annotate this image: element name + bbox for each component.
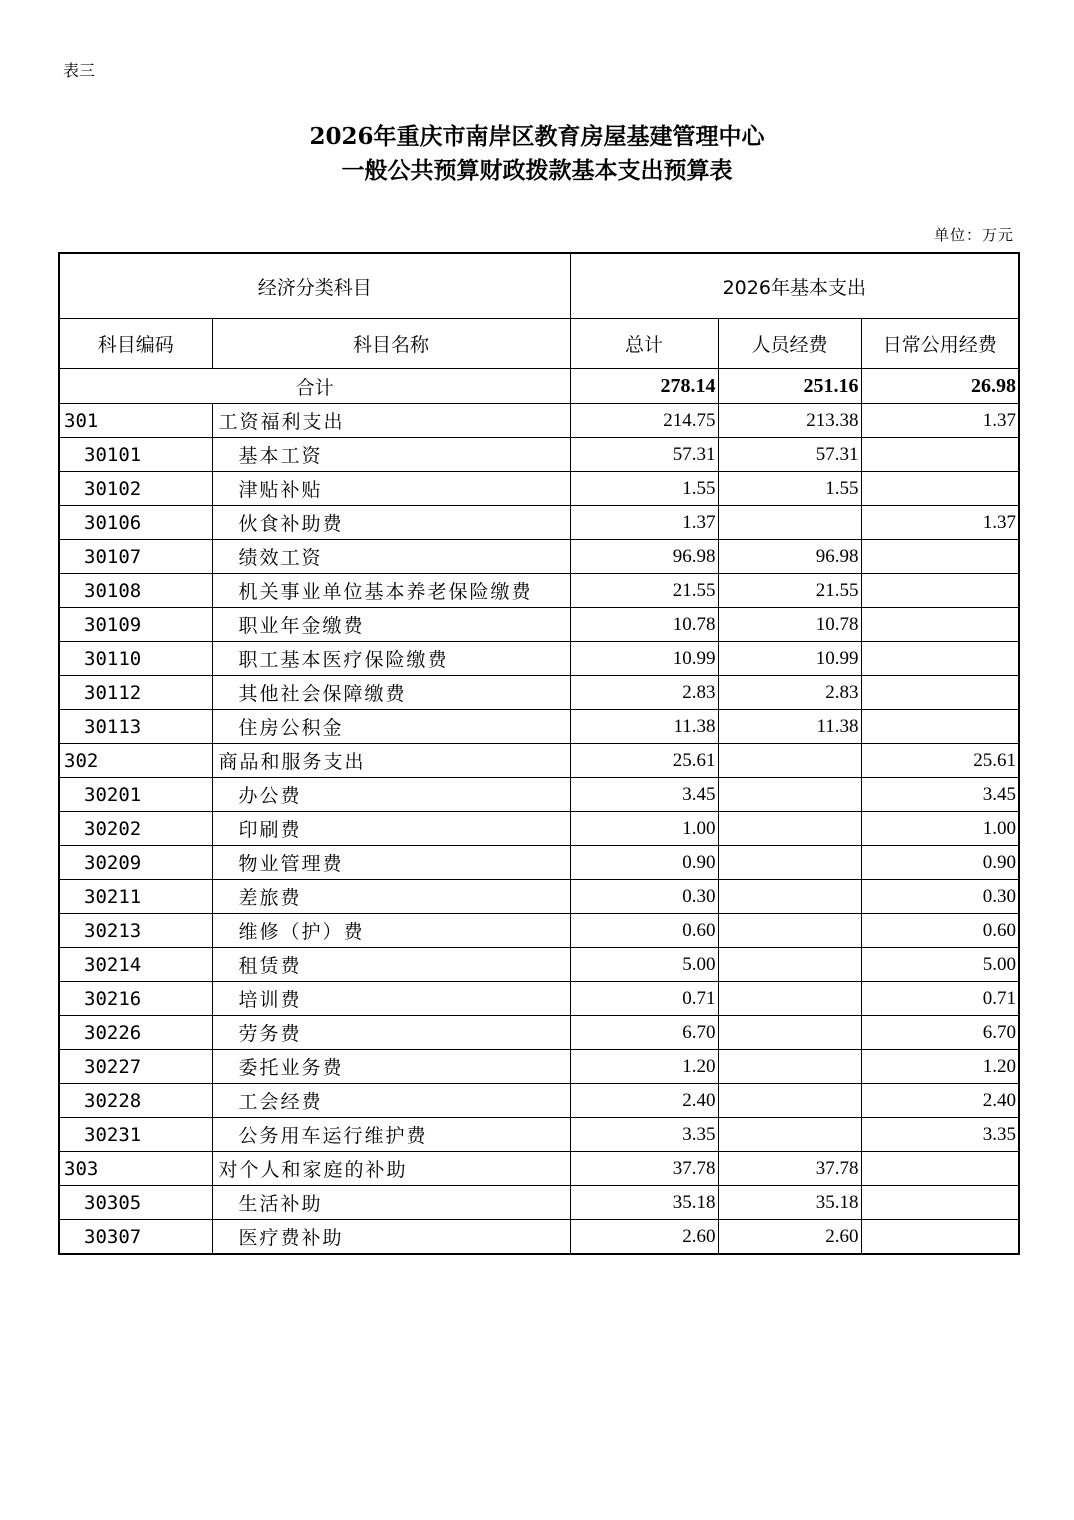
row-public: [861, 574, 1019, 608]
table-row: [59, 812, 1019, 846]
row-personnel: [718, 948, 861, 982]
row-name: 伙食补助费: [212, 506, 570, 540]
row-name: 物业管理费: [212, 846, 570, 880]
row-code: 30214: [59, 948, 212, 982]
table-row: [59, 1152, 1019, 1186]
table-row: [59, 778, 1019, 812]
table-row: [59, 574, 1019, 608]
row-name: 印刷费: [212, 812, 570, 846]
row-personnel: [718, 914, 861, 948]
total-label: 合计: [59, 369, 570, 404]
row-name: 基本工资: [212, 438, 570, 472]
row-code: 30213: [59, 914, 212, 948]
row-personnel: 2.60: [718, 1220, 861, 1255]
header-public: 日常公用经费: [861, 319, 1019, 369]
row-total: 3.35: [570, 1118, 718, 1152]
row-public: 0.90: [861, 846, 1019, 880]
row-public: 1.37: [861, 404, 1019, 438]
row-personnel: [718, 880, 861, 914]
row-public: 6.70: [861, 1016, 1019, 1050]
row-total: 1.00: [570, 812, 718, 846]
row-code: 30226: [59, 1016, 212, 1050]
row-public: 0.71: [861, 982, 1019, 1016]
table-row: [59, 608, 1019, 642]
header-personnel: 人员经费: [718, 319, 861, 369]
row-code: 30108: [59, 574, 212, 608]
table-row: [59, 506, 1019, 540]
row-total: 0.90: [570, 846, 718, 880]
row-total: 10.99: [570, 642, 718, 676]
header-basic-expenditure: 2026年基本支出: [570, 253, 1019, 319]
row-personnel: [718, 778, 861, 812]
header-code: 科目编码: [59, 319, 212, 369]
row-public: [861, 710, 1019, 744]
table-row: [59, 1118, 1019, 1152]
row-name: 工会经费: [212, 1084, 570, 1118]
row-name: 职工基本医疗保险缴费: [212, 642, 570, 676]
row-total: 0.60: [570, 914, 718, 948]
row-personnel: 96.98: [718, 540, 861, 574]
row-total: 1.55: [570, 472, 718, 506]
row-public: 2.40: [861, 1084, 1019, 1118]
row-personnel: 10.78: [718, 608, 861, 642]
unit-label: 单位：万元: [933, 226, 1014, 244]
row-code: 30102: [59, 472, 212, 506]
row-name: 维修（护）费: [212, 914, 570, 948]
table-row: [59, 948, 1019, 982]
row-total: 57.31: [570, 438, 718, 472]
row-total: 214.75: [570, 404, 718, 438]
row-public: 0.30: [861, 880, 1019, 914]
row-personnel: [718, 846, 861, 880]
row-public: [861, 642, 1019, 676]
row-code: 30101: [59, 438, 212, 472]
row-total: 10.78: [570, 608, 718, 642]
table-row: [59, 540, 1019, 574]
row-total: 1.37: [570, 506, 718, 540]
table-row: [59, 982, 1019, 1016]
row-total: 3.45: [570, 778, 718, 812]
row-name: 租赁费: [212, 948, 570, 982]
row-public: [861, 438, 1019, 472]
row-public: 5.00: [861, 948, 1019, 982]
table-row: [59, 642, 1019, 676]
row-public: 1.20: [861, 1050, 1019, 1084]
table-row: [59, 1186, 1019, 1220]
row-personnel: [718, 744, 861, 778]
row-code: 30110: [59, 642, 212, 676]
row-total: 21.55: [570, 574, 718, 608]
row-code: 30109: [59, 608, 212, 642]
row-public: 1.37: [861, 506, 1019, 540]
table-row: [59, 1050, 1019, 1084]
row-code: 30307: [59, 1220, 212, 1255]
row-name: 住房公积金: [212, 710, 570, 744]
row-public: 3.35: [861, 1118, 1019, 1152]
row-personnel: [718, 1050, 861, 1084]
row-personnel: 213.38: [718, 404, 861, 438]
row-code: 303: [59, 1152, 212, 1186]
row-name: 其他社会保障缴费: [212, 676, 570, 710]
row-code: 30216: [59, 982, 212, 1016]
total-total: 278.14: [570, 369, 718, 404]
row-name: 医疗费补助: [212, 1220, 570, 1255]
row-name: 公务用车运行维护费: [212, 1118, 570, 1152]
row-total: 2.60: [570, 1220, 718, 1255]
row-personnel: [718, 506, 861, 540]
total-public: 26.98: [861, 369, 1019, 404]
table-row: [59, 710, 1019, 744]
row-name: 办公费: [212, 778, 570, 812]
page-title-line2: 一般公共预算财政拨款基本支出预算表: [341, 157, 733, 184]
row-name: 生活补助: [212, 1186, 570, 1220]
row-code: 30106: [59, 506, 212, 540]
header-econ-class: 经济分类科目: [59, 253, 570, 319]
row-name: 劳务费: [212, 1016, 570, 1050]
row-personnel: [718, 982, 861, 1016]
row-code: 30209: [59, 846, 212, 880]
row-total: 1.20: [570, 1050, 718, 1084]
row-code: 30228: [59, 1084, 212, 1118]
row-name: 委托业务费: [212, 1050, 570, 1084]
header-total: 总计: [570, 319, 718, 369]
row-personnel: 35.18: [718, 1186, 861, 1220]
row-code: 30231: [59, 1118, 212, 1152]
row-name: 商品和服务支出: [212, 744, 570, 778]
row-personnel: 37.78: [718, 1152, 861, 1186]
table-label: 表三: [63, 61, 96, 80]
row-code: 301: [59, 404, 212, 438]
row-name: 对个人和家庭的补助: [212, 1152, 570, 1186]
row-total: 2.40: [570, 1084, 718, 1118]
row-name: 差旅费: [212, 880, 570, 914]
table-row: [59, 472, 1019, 506]
row-personnel: [718, 1016, 861, 1050]
row-name: 津贴补贴: [212, 472, 570, 506]
row-personnel: 21.55: [718, 574, 861, 608]
row-total: 2.83: [570, 676, 718, 710]
row-public: [861, 540, 1019, 574]
row-code: 30305: [59, 1186, 212, 1220]
row-public: 3.45: [861, 778, 1019, 812]
row-code: 30211: [59, 880, 212, 914]
table-row: [59, 846, 1019, 880]
row-code: 30112: [59, 676, 212, 710]
total-row: [59, 369, 1019, 404]
page-title-line1: 2026年重庆市南岸区教育房屋基建管理中心: [309, 123, 765, 150]
row-public: [861, 676, 1019, 710]
row-public: [861, 472, 1019, 506]
row-personnel: 57.31: [718, 438, 861, 472]
row-personnel: 2.83: [718, 676, 861, 710]
row-code: 30202: [59, 812, 212, 846]
row-code: 30113: [59, 710, 212, 744]
row-personnel: [718, 812, 861, 846]
row-name: 绩效工资: [212, 540, 570, 574]
total-personnel: 251.16: [718, 369, 861, 404]
header-name: 科目名称: [212, 319, 570, 369]
row-public: [861, 1152, 1019, 1186]
row-personnel: [718, 1118, 861, 1152]
table-row: [59, 438, 1019, 472]
row-personnel: 11.38: [718, 710, 861, 744]
row-total: 6.70: [570, 1016, 718, 1050]
row-total: 11.38: [570, 710, 718, 744]
row-personnel: 1.55: [718, 472, 861, 506]
table-row: [59, 1084, 1019, 1118]
row-total: 0.71: [570, 982, 718, 1016]
budget-table: [58, 252, 1020, 1255]
row-public: [861, 608, 1019, 642]
row-name: 职业年金缴费: [212, 608, 570, 642]
row-code: 30107: [59, 540, 212, 574]
row-public: 0.60: [861, 914, 1019, 948]
row-public: [861, 1220, 1019, 1255]
row-name: 工资福利支出: [212, 404, 570, 438]
row-code: 302: [59, 744, 212, 778]
row-total: 25.61: [570, 744, 718, 778]
row-name: 机关事业单位基本养老保险缴费: [212, 574, 570, 608]
row-public: 25.61: [861, 744, 1019, 778]
row-public: [861, 1186, 1019, 1220]
row-total: 0.30: [570, 880, 718, 914]
table-row: [59, 914, 1019, 948]
table-row: [59, 676, 1019, 710]
row-code: 30227: [59, 1050, 212, 1084]
row-total: 96.98: [570, 540, 718, 574]
row-total: 35.18: [570, 1186, 718, 1220]
table-row: [59, 880, 1019, 914]
row-personnel: 10.99: [718, 642, 861, 676]
row-public: 1.00: [861, 812, 1019, 846]
table-row: [59, 404, 1019, 438]
row-total: 5.00: [570, 948, 718, 982]
row-personnel: [718, 1084, 861, 1118]
table-row: [59, 1220, 1019, 1255]
row-total: 37.78: [570, 1152, 718, 1186]
row-name: 培训费: [212, 982, 570, 1016]
row-code: 30201: [59, 778, 212, 812]
table-row: [59, 744, 1019, 778]
table-row: [59, 1016, 1019, 1050]
